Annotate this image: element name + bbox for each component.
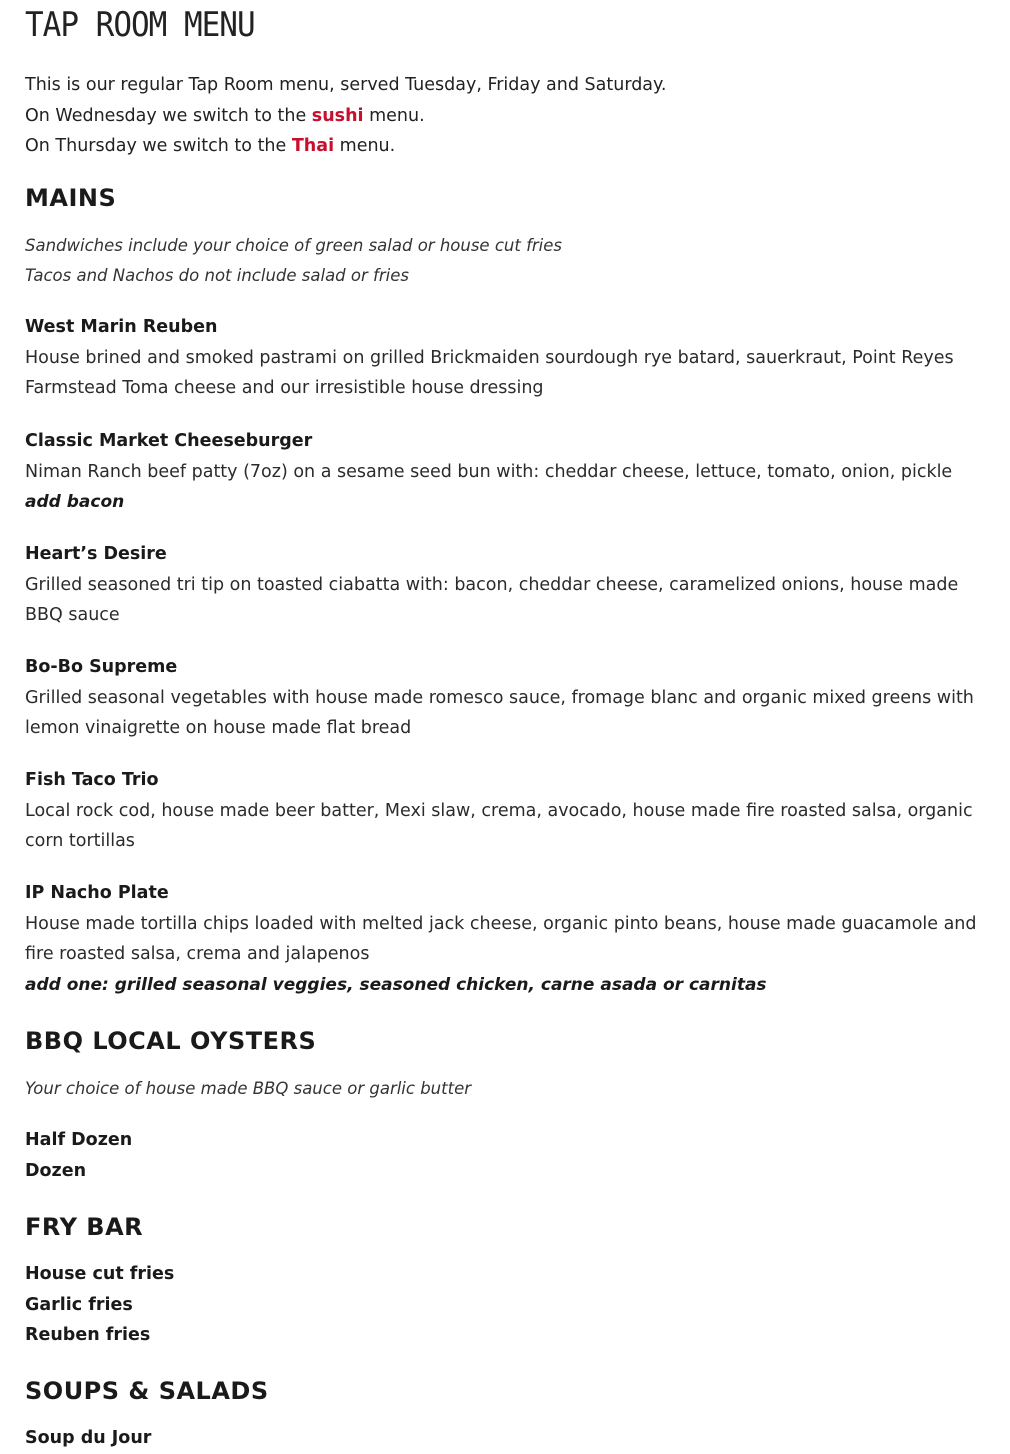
- list-item: Garlic fries: [25, 1294, 133, 1315]
- list-item: House cut fries: [25, 1264, 175, 1284]
- oysters-note-text: Your choice of house made BBQ sauce or garlic butter: [25, 1079, 472, 1098]
- item-description: Grilled seasonal vegetables with house made romesco sauce, fromage blanc and organic mixed greens with lemon vinaigrette on house made flat bread: [25, 687, 974, 738]
- mains-note: Tacos and Nachos do not include salad or fries: [25, 266, 409, 285]
- menu-item-ip-nacho-plate: [25, 878, 985, 1000]
- intro-line-1: This is our regular Tap Room menu, served Tuesday, Friday and Saturday.: [25, 75, 667, 95]
- mains-notes: [25, 231, 562, 291]
- item-name: IP Nacho Plate: [25, 883, 169, 903]
- item-name: West Marin Reuben: [25, 317, 218, 337]
- item-name: Classic Market Cheeseburger: [25, 431, 313, 451]
- intro-line-3-suffix: menu.: [334, 136, 396, 156]
- intro-line-2-prefix: On Wednesday we switch to the: [25, 105, 312, 126]
- item-description: Grilled seasoned tri tip on toasted ciabatta with: bacon, cheddar cheese, caramelized onions, house made BBQ sauce: [25, 574, 959, 625]
- list-item: Half Dozen: [25, 1130, 133, 1150]
- menu-item-classic-market-cheeseburger: [25, 426, 985, 517]
- item-description: Niman Ranch beef patty (7oz) on a sesame seed bun with: cheddar cheese, lettuce, tomato, onion, pickle: [25, 461, 953, 482]
- intro-text: [25, 70, 666, 162]
- intro-line-2-suffix: menu.: [363, 105, 425, 126]
- item-name: Heart’s Desire: [25, 544, 167, 564]
- item-description: House brined and smoked pastrami on grilled Brickmaiden sourdough rye batard, sauerkraut, Point Reyes Farmstead Toma cheese and our irresistible house dressing: [25, 347, 954, 398]
- thai-menu-link[interactable]: Thai: [291, 136, 335, 156]
- intro-line-3-prefix: On Thursday we switch to the: [25, 136, 292, 156]
- item-description: House made tortilla chips loaded with melted jack cheese, organic pinto beans, house made guacamole and fire roasted salsa, crema and jalapenos: [25, 913, 977, 964]
- mains-heading: MAINS: [25, 184, 117, 212]
- soups-salads-heading: SOUPS & SALADS: [25, 1377, 269, 1405]
- list-item: Dozen: [25, 1160, 87, 1181]
- item-addon: add one: grilled seasonal veggies, seasoned chicken, carne asada or carnitas: [25, 974, 767, 995]
- list-item: Soup du Jour: [25, 1428, 152, 1448]
- item-name: Fish Taco Trio: [25, 770, 159, 790]
- page-title: TAP ROOM MENU: [25, 6, 255, 45]
- item-description: Local rock cod, house made beer batter, Mexi slaw, crema, avocado, house made fire roasted salsa, organic corn tortillas: [25, 800, 973, 851]
- list-item: Reuben fries: [25, 1325, 151, 1345]
- soups-salads-list: [25, 1423, 151, 1454]
- oysters-list: [25, 1125, 132, 1186]
- menu-item-hearts-desire: [25, 539, 985, 631]
- mains-note: Sandwiches include your choice of green salad or house cut fries: [25, 236, 562, 255]
- fry-bar-list: [25, 1259, 174, 1351]
- intro-line-2: [25, 101, 666, 132]
- oysters-heading: BBQ LOCAL OYSTERS: [25, 1027, 317, 1055]
- menu-item-bo-bo-supreme: [25, 652, 985, 744]
- fry-bar-heading: FRY BAR: [25, 1213, 144, 1241]
- oysters-note: [25, 1074, 471, 1104]
- intro-line-3: [25, 131, 666, 162]
- menu-item-fish-taco-trio: [25, 765, 985, 857]
- sushi-menu-link[interactable]: sushi: [311, 105, 364, 126]
- menu-item-west-marin-reuben: [25, 312, 985, 404]
- item-addon: add bacon: [25, 492, 125, 512]
- item-name: Bo-Bo Supreme: [25, 657, 178, 677]
